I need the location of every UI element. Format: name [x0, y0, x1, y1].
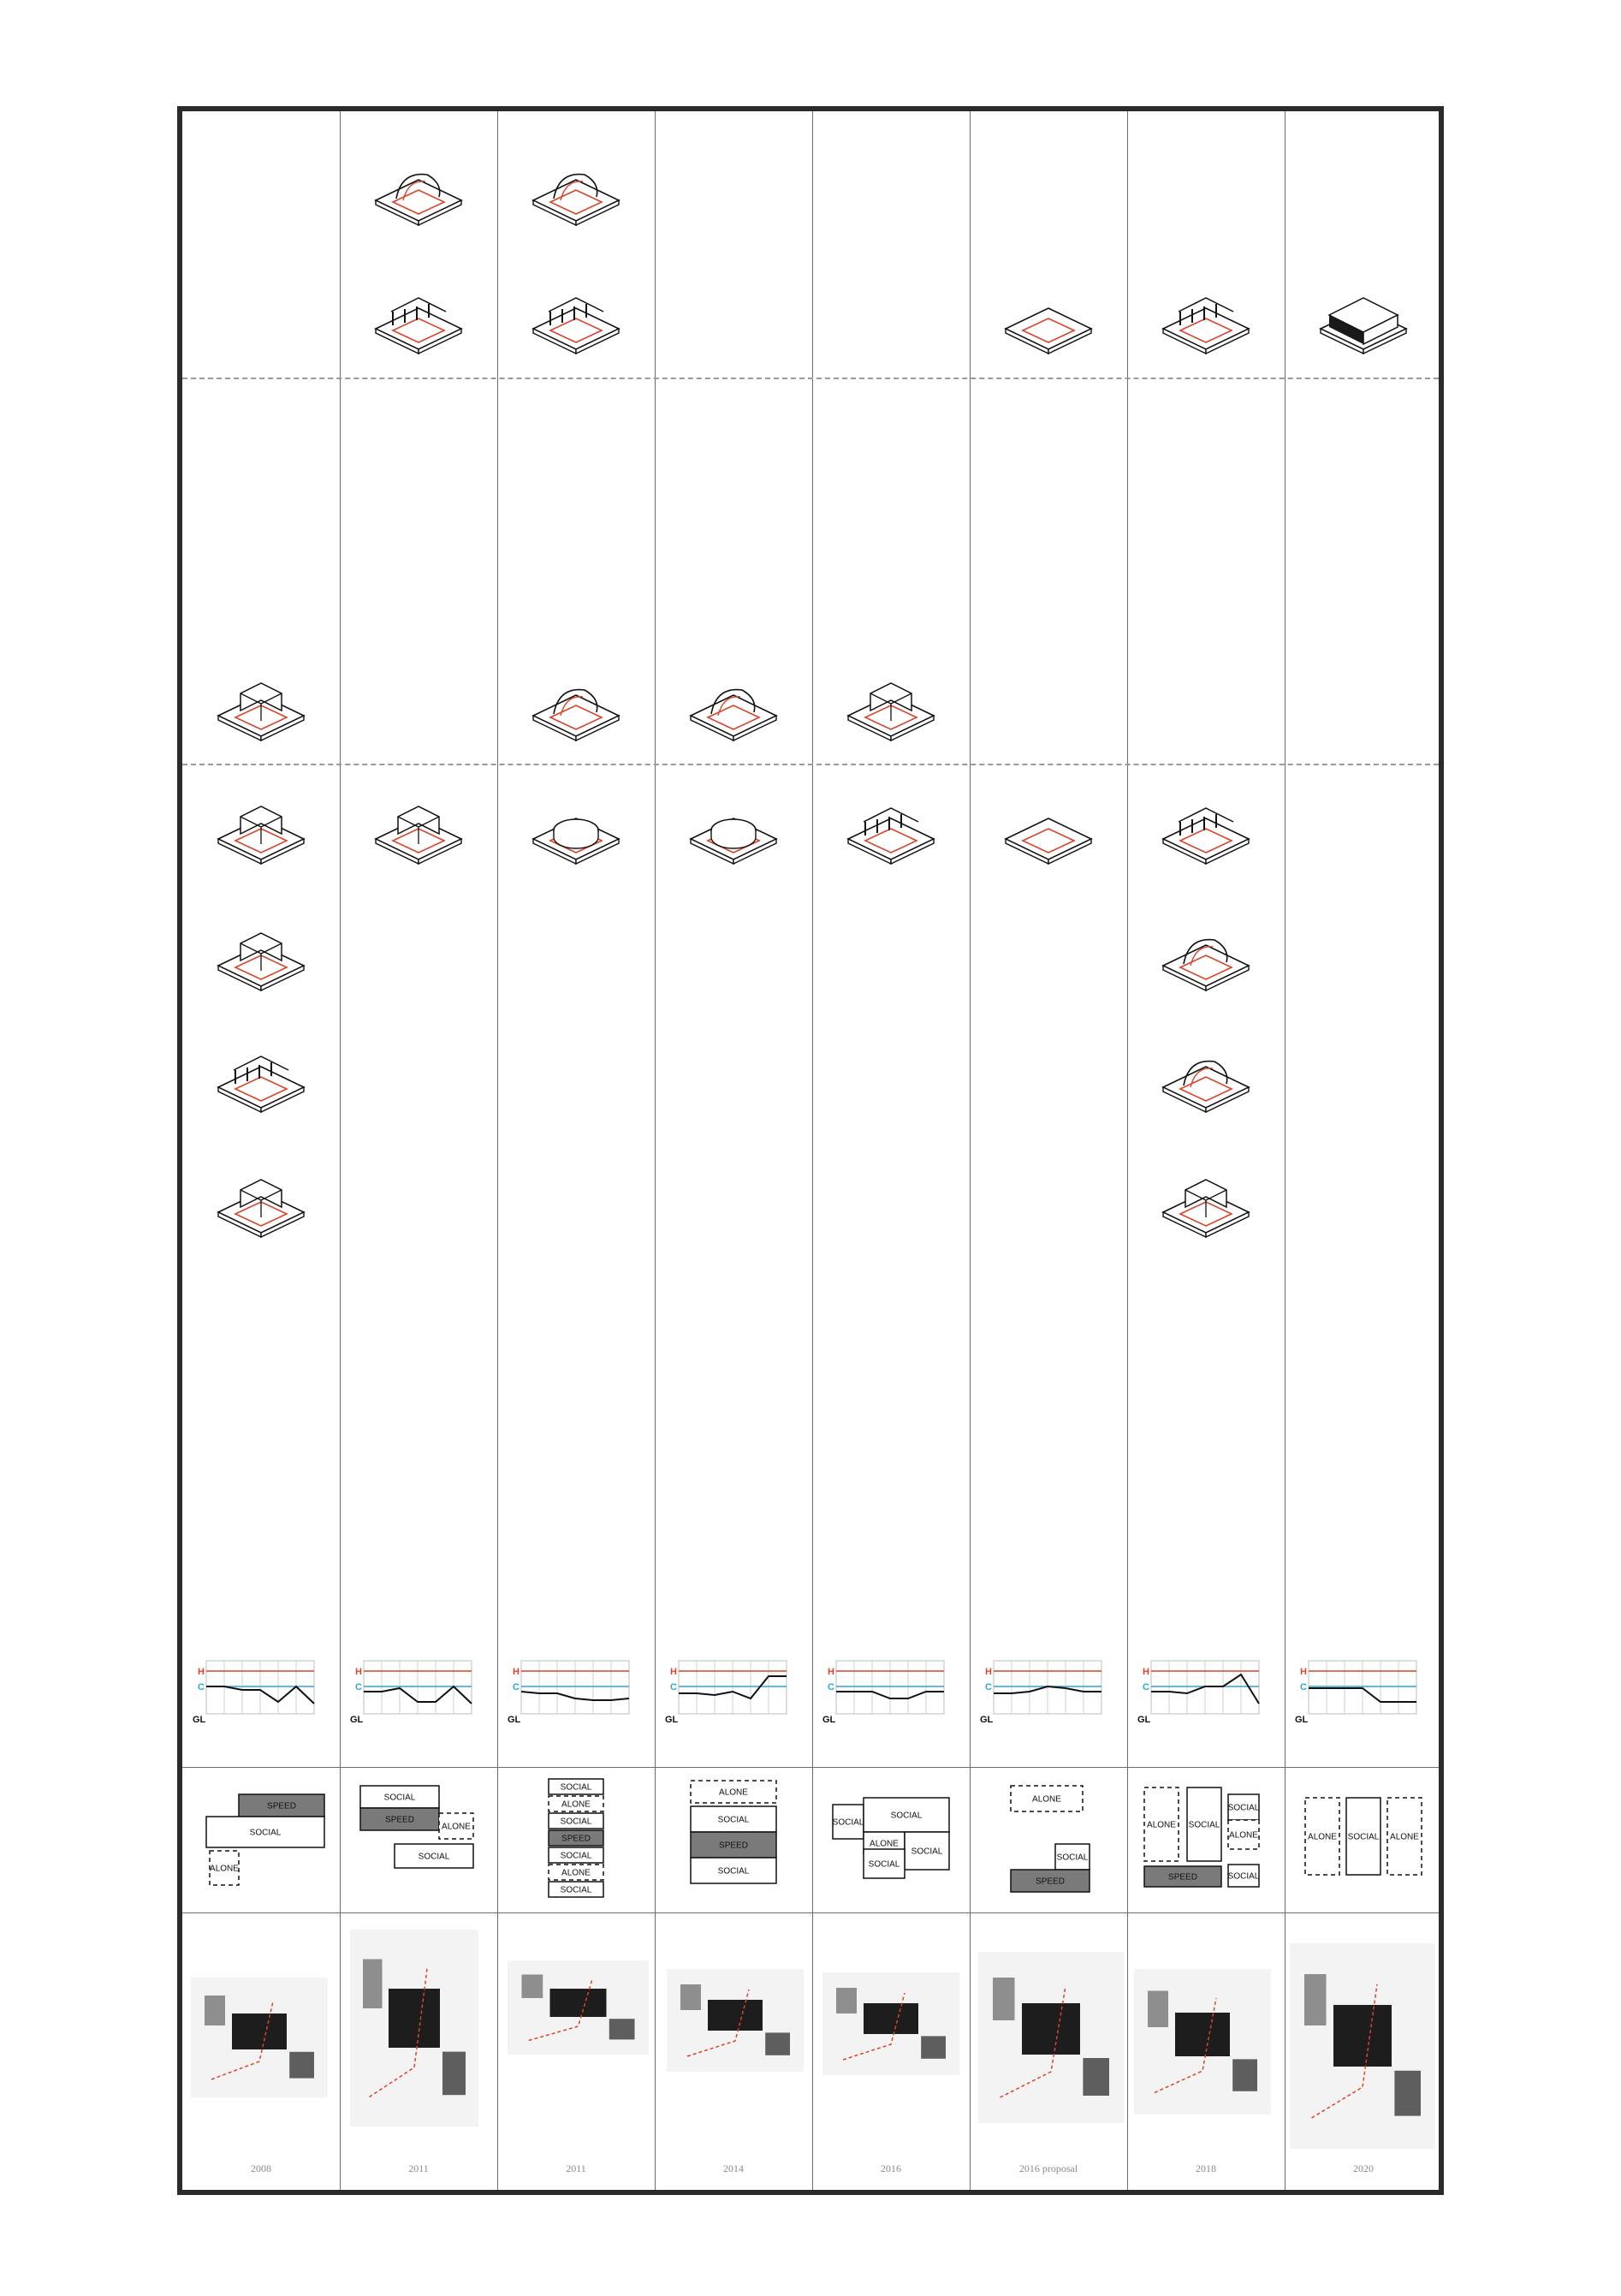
- axis-label-gl: GL: [822, 1715, 836, 1725]
- program-label: SPEED: [267, 1801, 296, 1811]
- year-label: 2008: [251, 2162, 271, 2174]
- isometric-model-icon: [533, 175, 619, 225]
- building-footprint: [1333, 2005, 1392, 2067]
- isometric-model-icon: [848, 808, 934, 864]
- year-label: 2011: [566, 2162, 586, 2174]
- program-label: SOCIAL: [560, 1782, 592, 1793]
- site-plan-image: [822, 1972, 959, 2075]
- height-chart: [822, 1661, 944, 1725]
- isometric-model-icon: [691, 818, 776, 864]
- isometric-model-icon: [1163, 808, 1249, 864]
- building-footprint: [1022, 2003, 1080, 2055]
- row-separator: [182, 1767, 1439, 1768]
- building-footprint: [1148, 1991, 1168, 2028]
- building-footprint: [232, 2013, 287, 2049]
- axis-label-h: H: [198, 1667, 205, 1677]
- isometric-model-icon: [376, 175, 461, 225]
- isometric-model-icon: [1163, 298, 1249, 354]
- axis-label-h: H: [828, 1667, 834, 1677]
- program-label: ALONE: [1229, 1830, 1258, 1841]
- program-label: ALONE: [870, 1839, 899, 1849]
- isometric-model-icon: [1163, 1180, 1249, 1237]
- program-label: ALONE: [561, 1868, 591, 1878]
- program-label: ALONE: [1308, 1832, 1337, 1842]
- axis-label-c: C: [198, 1682, 205, 1692]
- building-footprint: [921, 2036, 946, 2058]
- program-label: SOCIAL: [383, 1793, 416, 1803]
- height-chart: [980, 1661, 1101, 1725]
- isometric-model-icon: [218, 806, 304, 864]
- height-section-charts: [182, 1652, 1439, 1767]
- axis-label-gl: GL: [350, 1715, 364, 1725]
- building-footprint: [708, 2000, 763, 2031]
- axis-label-c: C: [513, 1682, 520, 1692]
- program-label: ALONE: [442, 1822, 471, 1832]
- isometric-model-icon: [218, 933, 304, 990]
- building-footprint: [289, 2052, 314, 2079]
- year-label: 2014: [723, 2162, 744, 2174]
- isometric-model-icon: [376, 298, 461, 354]
- building-footprint: [680, 1984, 701, 2010]
- isometric-model-icon: [376, 806, 461, 864]
- axis-label-h: H: [1300, 1667, 1307, 1677]
- height-chart: [1137, 1661, 1259, 1725]
- isometric-model-icon: [218, 683, 304, 741]
- program-label: SPEED: [1036, 1877, 1065, 1887]
- site-plan-image: [667, 1969, 804, 2072]
- isometric-model-icon: [1163, 1062, 1249, 1112]
- isometric-model-icon: [1006, 818, 1091, 864]
- program-label: SOCIAL: [890, 1811, 923, 1821]
- program-label: SOCIAL: [1347, 1832, 1380, 1842]
- height-chart: [508, 1661, 629, 1725]
- program-label: SOCIAL: [1056, 1853, 1089, 1863]
- program-label: ALONE: [719, 1787, 748, 1798]
- program-label: SOCIAL: [1227, 1871, 1260, 1882]
- building-footprint: [363, 1960, 383, 2009]
- program-label: SPEED: [1168, 1872, 1197, 1883]
- site-plan-image: [191, 1978, 328, 2097]
- isometric-model-icon: [218, 1056, 304, 1112]
- program-block-diagrams: [182, 1769, 1439, 1911]
- program-label: SPEED: [561, 1834, 591, 1844]
- program-label: ALONE: [1032, 1794, 1061, 1805]
- building-footprint: [389, 1989, 440, 2048]
- axis-label-gl: GL: [1295, 1715, 1309, 1725]
- isometric-model-icon: [218, 1180, 304, 1237]
- building-footprint: [765, 2032, 790, 2055]
- isometric-model-icon: [533, 818, 619, 864]
- height-chart: [193, 1661, 314, 1725]
- building-footprint: [1083, 2058, 1109, 2096]
- program-label: SOCIAL: [1188, 1820, 1220, 1830]
- program-label: SOCIAL: [560, 1885, 592, 1895]
- year-label: 2016: [881, 2162, 901, 2174]
- site-plan-image: [978, 1952, 1124, 2123]
- program-label: SOCIAL: [832, 1817, 864, 1828]
- year-label: 2016 proposal: [1018, 2162, 1078, 2174]
- axis-label-gl: GL: [1137, 1715, 1151, 1725]
- axis-label-gl: GL: [665, 1715, 679, 1725]
- axis-label-c: C: [828, 1682, 834, 1692]
- axis-label-c: C: [1300, 1682, 1307, 1692]
- isometric-diagrams: [182, 111, 1439, 1764]
- program-label: ALONE: [210, 1864, 239, 1874]
- isometric-model-icon: [1321, 298, 1406, 354]
- building-footprint: [609, 2019, 635, 2039]
- isometric-model-icon: [1163, 940, 1249, 990]
- timeline-board: [177, 106, 1444, 2195]
- building-footprint: [442, 2052, 466, 2096]
- year-label: 2020: [1353, 2162, 1374, 2174]
- axis-label-gl: GL: [980, 1715, 994, 1725]
- building-footprint: [1394, 2071, 1421, 2116]
- axis-label-c: C: [355, 1682, 362, 1692]
- isometric-model-icon: [533, 298, 619, 354]
- building-footprint: [993, 1978, 1015, 2020]
- program-label: ALONE: [1147, 1820, 1176, 1830]
- axis-label-gl: GL: [193, 1715, 206, 1725]
- building-footprint: [836, 1988, 857, 2013]
- height-chart: [350, 1661, 472, 1725]
- axis-label-c: C: [985, 1682, 992, 1692]
- building-footprint: [205, 1996, 225, 2025]
- program-label: SPEED: [385, 1815, 414, 1825]
- height-chart: [665, 1661, 787, 1725]
- program-label: SOCIAL: [717, 1815, 750, 1825]
- axis-label-c: C: [670, 1682, 677, 1692]
- site-plan-image: [350, 1930, 478, 2126]
- program-label: ALONE: [1390, 1832, 1419, 1842]
- program-label: SOCIAL: [249, 1828, 282, 1838]
- program-label: SOCIAL: [717, 1866, 750, 1877]
- program-label: SOCIAL: [868, 1859, 900, 1870]
- program-label: ALONE: [561, 1799, 591, 1810]
- axis-label-h: H: [355, 1667, 362, 1677]
- building-footprint: [522, 1975, 543, 1999]
- site-plan-image: [1290, 1943, 1435, 2149]
- program-label: SOCIAL: [560, 1851, 592, 1861]
- isometric-model-icon: [848, 683, 934, 741]
- isometric-model-icon: [1006, 308, 1091, 354]
- building-footprint: [1304, 1974, 1327, 2025]
- height-chart: [1295, 1661, 1416, 1725]
- program-label: SOCIAL: [911, 1847, 943, 1857]
- isometric-model-icon: [691, 690, 776, 741]
- program-label: SOCIAL: [1227, 1803, 1260, 1813]
- axis-label-h: H: [513, 1667, 520, 1677]
- axis-label-h: H: [985, 1667, 992, 1677]
- building-footprint: [864, 2003, 918, 2034]
- year-label: 2011: [408, 2162, 429, 2174]
- axis-label-gl: GL: [508, 1715, 521, 1725]
- building-footprint: [1232, 2059, 1257, 2091]
- isometric-model-icon: [533, 690, 619, 741]
- axis-label-c: C: [1143, 1682, 1149, 1692]
- building-footprint: [1175, 2013, 1230, 2056]
- building-footprint: [550, 1989, 607, 2017]
- axis-label-h: H: [1143, 1667, 1149, 1677]
- axis-label-h: H: [670, 1667, 677, 1677]
- site-plan-image: [508, 1960, 649, 2055]
- program-label: SOCIAL: [418, 1852, 450, 1862]
- program-label: SPEED: [719, 1841, 748, 1851]
- program-label: SOCIAL: [560, 1817, 592, 1827]
- year-label: 2018: [1196, 2162, 1216, 2174]
- site-plan-image: [1134, 1969, 1271, 2115]
- row-separator: [182, 1912, 1439, 1913]
